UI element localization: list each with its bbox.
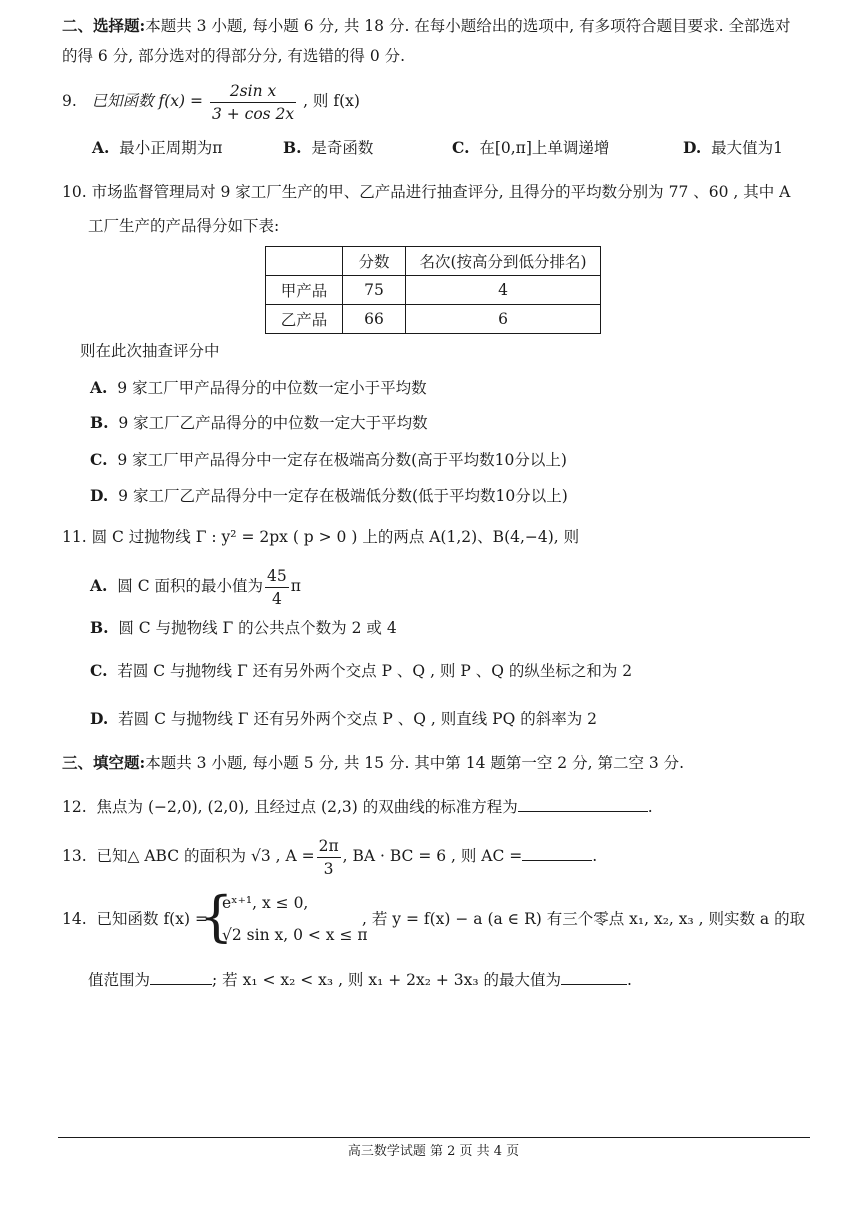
- question-12: 12. 焦点为 (−2,0), (2,0), 且经过点 (2,3) 的双曲线的标准方程为 .: [62, 798, 653, 816]
- piecewise-case-1: eˣ⁺¹, x ≤ 0,: [222, 894, 309, 912]
- question-11-fraction: $\frac{45}{4}$: [267, 566, 287, 608]
- question-9-option-a: A. 最小正周期为π: [92, 138, 223, 157]
- table-cell: 乙产品: [266, 305, 343, 334]
- question-number: 9.: [62, 92, 77, 110]
- question-9-tail: , 则 f(x): [303, 92, 360, 110]
- piecewise-case-2: √2 sin x, 0 < x ≤ π: [222, 926, 368, 944]
- section-3-instructions: 本题共 3 小题, 每小题 5 分, 共 15 分. 其中第 14 题第一空 2 分, 第二空 3 分.: [145, 754, 685, 772]
- section-2-line-1: [62, 16, 791, 36]
- section-2-heading: 二、选择题:: [62, 16, 146, 35]
- question-11-option-b: B. 圆 C 与抛物线 Γ 的公共点个数为 2 或 4: [90, 618, 397, 637]
- question-13-fraction: $\frac{2\pi}{3}$: [318, 836, 339, 878]
- answer-blank[interactable]: [522, 846, 592, 861]
- answer-blank[interactable]: [518, 797, 648, 812]
- answer-blank[interactable]: [150, 970, 212, 985]
- table-row: [266, 276, 601, 305]
- score-table: [265, 246, 601, 334]
- table-header-cell: 名次(按高分到低分排名): [406, 247, 601, 276]
- question-13: 13. 已知△ ABC 的面积为 √3 , A = $\frac{2\pi}{3}$ , BA · BC = 6 , 则 AC = .: [62, 836, 598, 878]
- section-2-line-2: 的得 6 分, 部分选对的得部分分, 有选错的得 0 分.: [62, 47, 406, 65]
- question-10-stem-2: 工厂生产的产品得分如下表:: [88, 217, 280, 235]
- question-11-option-c: C. 若圆 C 与抛物线 Γ 还有另外两个交点 P 、Q , 则 P 、Q 的纵坐标之和为 2: [90, 661, 633, 680]
- question-14-prefix: 14. 已知函数 f(x) =: [62, 910, 208, 928]
- question-9-stem: [62, 78, 360, 124]
- question-10-stem: 10. 市场监督管理局对 9 家工厂生产的甲、乙产品进行抽查评分, 且得分的平均数分别为 77 、60 , 其中 A: [62, 183, 791, 201]
- question-10-option-a: A. 9 家工厂甲产品得分的中位数一定小于平均数: [90, 378, 427, 397]
- question-10-option-c: C. 9 家工厂甲产品得分中一定存在极端高分数(高于平均数10分以上): [90, 450, 567, 469]
- section-3-heading: 三、填空题:: [62, 753, 146, 772]
- answer-blank[interactable]: [561, 970, 627, 985]
- question-14-line-2: 值范围为 ; 若 x₁ < x₂ < x₃ , 则 x₁ + 2x₂ + 3x₃ 的最大值为 .: [88, 971, 632, 989]
- question-9-fraction: $\frac{\text{2sin x}}{3 + \cos 2x}$: [211, 81, 295, 123]
- question-10-lead: 则在此次抽查评分中: [80, 342, 220, 360]
- question-11-option-d: D. 若圆 C 与抛物线 Γ 还有另外两个交点 P 、Q , 则直线 PQ 的斜率为 2: [90, 709, 598, 728]
- question-9-option-b: B. 是奇函数: [283, 138, 374, 157]
- question-9-function: 已知函数 f(x) =: [91, 92, 203, 110]
- question-9-option-c: C. 在[0,π]上单调递增: [452, 138, 610, 157]
- question-9-option-d: D. 最大值为1: [683, 138, 784, 157]
- page-footer: 高三数学试题 第 2 页 共 4 页: [347, 1144, 520, 1159]
- table-cell: 甲产品: [266, 276, 343, 305]
- question-11-stem: 11. 圆 C 过抛物线 Γ : y² = 2px ( p > 0 ) 上的两点 A(1,2)、B(4,−4), 则: [62, 528, 580, 546]
- table-header-cell: 分数: [343, 247, 406, 276]
- table-cell: 75: [343, 276, 406, 305]
- footer-rule: [58, 1137, 810, 1138]
- piecewise-brace: {: [199, 885, 234, 948]
- question-11-option-a: A. 圆 C 面积的最小值为 $\frac{45}{4}$ π: [90, 566, 301, 608]
- section-2-instructions: 本题共 3 小题, 每小题 6 分, 共 18 分. 在每小题给出的选项中, 有多项符合题目要求. 全部选对: [145, 17, 791, 35]
- table-row: [266, 305, 601, 334]
- table-cell: 66: [343, 305, 406, 334]
- question-10-option-b: B. 9 家工厂乙产品得分的中位数一定大于平均数: [90, 413, 428, 432]
- table-cell: 6: [406, 305, 601, 334]
- table-header-row: [266, 247, 601, 276]
- question-14-tail: , 若 y = f(x) − a (a ∈ R) 有三个零点 x₁, x₂, x₃ , 则实数 a 的取: [362, 910, 806, 928]
- question-10-option-d: D. 9 家工厂乙产品得分中一定存在极端低分数(低于平均数10分以上): [90, 486, 568, 505]
- table-cell: 4: [406, 276, 601, 305]
- table-header-cell: [266, 247, 343, 276]
- section-3-line: [62, 753, 684, 773]
